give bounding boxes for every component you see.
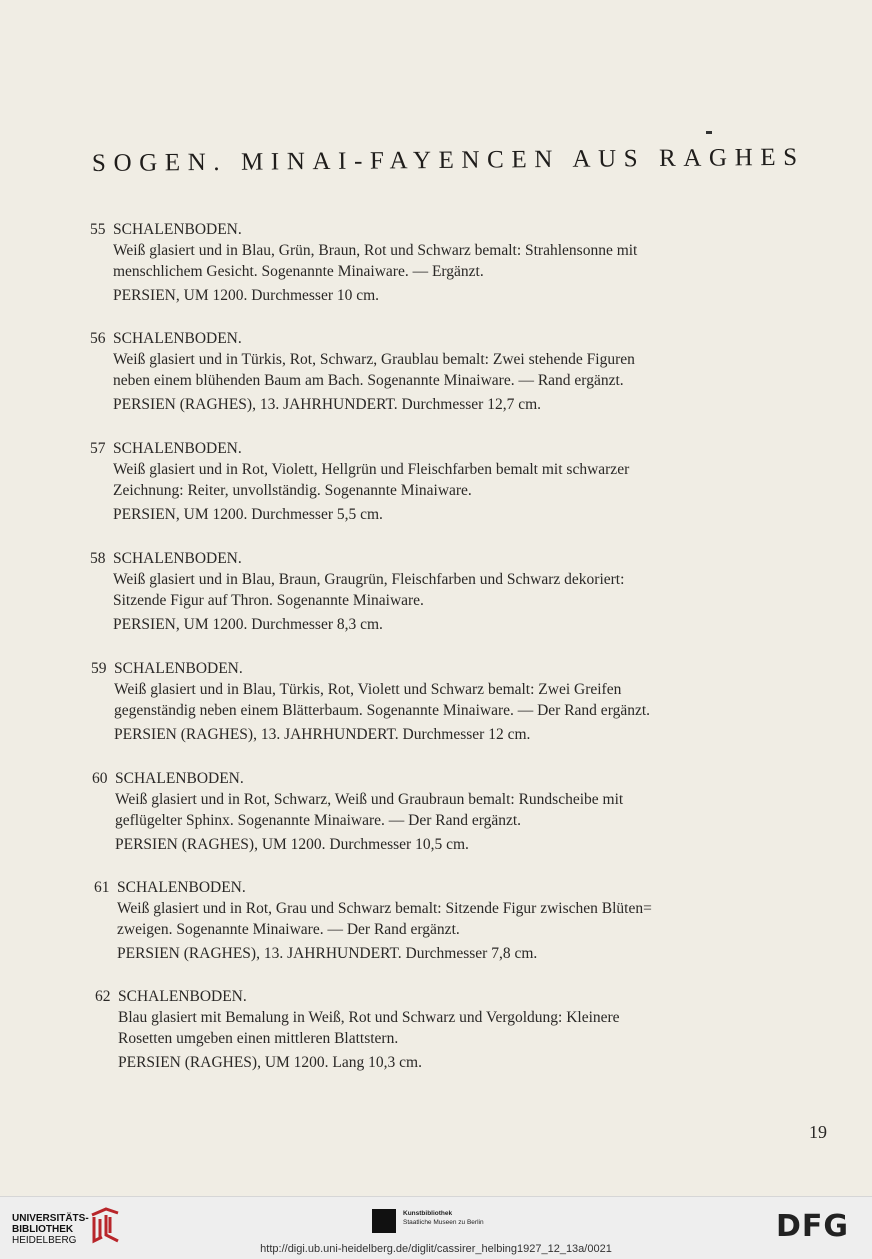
catalog-entry (90, 548, 624, 635)
viewer-footer (0, 1196, 872, 1259)
entry-description-line: Zeichnung: Reiter, unvollständig. Sogenannte Minaiware. (113, 482, 472, 499)
page-number: 19 (809, 1122, 827, 1142)
catalog-entry (92, 768, 623, 855)
entry-origin: PERSIEN, UM 1200. Durchmesser 10 cm. (113, 287, 380, 304)
entry-origin: PERSIEN, UM 1200. Durchmesser 5,5 cm. (113, 506, 383, 523)
entry-description-line: Weiß glasiert und in Rot, Violett, Hellgrün und Fleischfarben bemalt mit schwarzer (113, 461, 630, 478)
entry-origin: PERSIEN (RAGHES), 13. JAHRHUNDERT. Durchmesser 12,7 cm. (113, 396, 542, 413)
entry-number: 57 (90, 440, 106, 457)
entry-description-line: Rosetten umgeben einen mittleren Blattstern. (118, 1030, 399, 1047)
page-heading: SOGEN. MINAI-FAYENCEN AUS RAGHES (91, 143, 805, 177)
entry-title: SCHALENBODEN. (117, 879, 246, 896)
entry-title: SCHALENBODEN. (113, 221, 242, 238)
entry-origin: PERSIEN (RAGHES), UM 1200. Durchmesser 10,5 cm. (115, 836, 469, 853)
entry-number: 58 (90, 550, 106, 567)
entry-description-line: menschlichem Gesicht. Sogenannte Minaiware. — Ergänzt. (113, 263, 484, 280)
kb-subtitle: Staatliche Museen zu Berlin (403, 1219, 484, 1226)
entry-description-line: neben einem blühenden Baum am Bach. Sogenannte Minaiware. — Rand ergänzt. (113, 372, 624, 389)
entry-number: 59 (91, 660, 107, 677)
catalog-entry (90, 328, 635, 415)
entry-title: SCHALENBODEN. (113, 440, 242, 457)
entry-description-line: gegenständig neben einem Blätterbaum. Sogenannte Minaiware. — Der Rand ergänzt. (114, 702, 651, 719)
entry-description-line: geflügelter Sphinx. Sogenannte Minaiware. — Der Rand ergänzt. (115, 812, 522, 829)
kunstbibliothek-logo-icon[interactable] (372, 1209, 396, 1233)
entry-description-line: Blau glasiert mit Bemalung in Weiß, Rot und Schwarz und Vergoldung: Kleinere (118, 1009, 620, 1026)
entry-description-line: zweigen. Sogenannte Minaiware. — Der Rand ergänzt. (117, 921, 460, 938)
entry-number: 60 (92, 770, 108, 787)
ub-line: BIBLIOTHEK (12, 1224, 74, 1235)
ink-mark (706, 131, 712, 134)
catalog-entry (90, 438, 629, 525)
entry-description-line: Weiß glasiert und in Blau, Braun, Graugrün, Fleischfarben und Schwarz dekoriert: (113, 571, 625, 588)
entry-title: SCHALENBODEN. (113, 330, 242, 347)
kb-title: Kunstbibliothek (403, 1210, 453, 1217)
ub-line: UNIVERSITÄTS- (12, 1213, 89, 1224)
entry-description-line: Weiß glasiert und in Blau, Grün, Braun, Rot und Schwarz bemalt: Strahlensonne mit (113, 242, 638, 259)
entry-title: SCHALENBODEN. (115, 770, 244, 787)
entry-origin: PERSIEN (RAGHES), UM 1200. Lang 10,3 cm. (118, 1054, 422, 1071)
entry-title: SCHALENBODEN. (114, 660, 243, 677)
entry-origin: PERSIEN, UM 1200. Durchmesser 8,3 cm. (113, 616, 383, 633)
entry-number: 56 (90, 330, 106, 347)
entry-number: 55 (90, 221, 106, 238)
entry-origin: PERSIEN (RAGHES), 13. JAHRHUNDERT. Durchmesser 7,8 cm. (117, 945, 538, 962)
catalog-entry (94, 877, 652, 964)
entry-origin: PERSIEN (RAGHES), 13. JAHRHUNDERT. Durchmesser 12 cm. (114, 726, 531, 743)
entry-title: SCHALENBODEN. (113, 550, 242, 567)
entry-description-line: Weiß glasiert und in Blau, Türkis, Rot, Violett und Schwarz bemalt: Zwei Greifen (114, 681, 622, 698)
entry-description-line: Sitzende Figur auf Thron. Sogenannte Minaiware. (113, 592, 424, 609)
kunstbibliothek-logo-text[interactable] (403, 1209, 484, 1227)
dfg-logo[interactable]: DFG (776, 1209, 850, 1244)
catalog-entry (95, 986, 620, 1073)
ub-heidelberg-logo-text[interactable] (12, 1213, 89, 1246)
catalog-entry (91, 658, 650, 745)
entry-description-line: Weiß glasiert und in Rot, Schwarz, Weiß und Graubraun bemalt: Rundscheibe mit (115, 791, 624, 808)
entry-title: SCHALENBODEN. (118, 988, 247, 1005)
entry-number: 62 (95, 988, 111, 1005)
entry-description-line: Weiß glasiert und in Rot, Grau und Schwarz bemalt: Sitzende Figur zwischen Blüten= (117, 900, 652, 917)
entry-description-line: Weiß glasiert und in Türkis, Rot, Schwarz, Graublau bemalt: Zwei stehende Figuren (113, 351, 635, 368)
catalog-entry (90, 219, 637, 306)
entry-number: 61 (94, 879, 110, 896)
ub-heidelberg-logo-icon[interactable] (88, 1205, 122, 1245)
ub-line: HEIDELBERG (12, 1235, 77, 1246)
permalink-url[interactable]: http://digi.ub.uni-heidelberg.de/diglit/cassirer_helbing1927_12_13a/0021 (260, 1243, 612, 1255)
